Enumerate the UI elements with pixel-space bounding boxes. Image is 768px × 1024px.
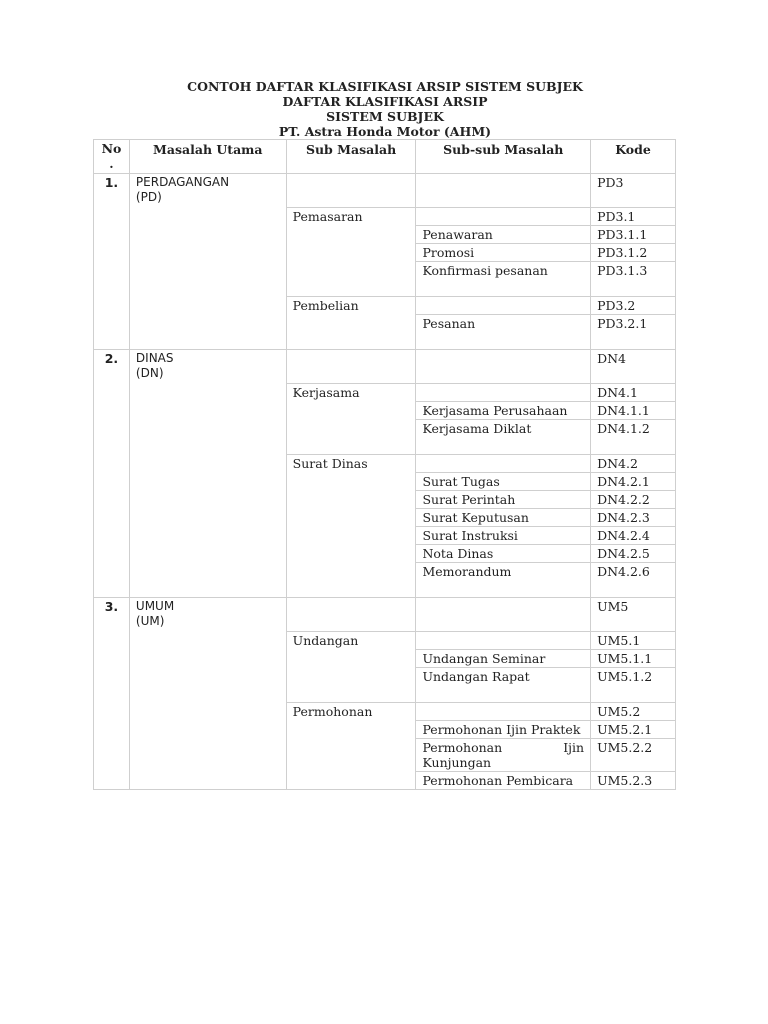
kode-cell: DN4.1 [591, 384, 676, 402]
kode-cell: UM5.2.2 [591, 739, 676, 772]
sub-sub-masalah-cell: Surat Perintah [416, 491, 591, 509]
sub-masalah-cell [286, 350, 416, 384]
column-header-no [94, 140, 130, 174]
kode-cell: UM5.2 [591, 703, 676, 721]
sub-sub-masalah-cell: Penawaran [416, 226, 591, 244]
masalah-name: PERDAGANGAN [135, 175, 230, 189]
classification-table [93, 139, 676, 790]
sub-sub-masalah-cell [416, 384, 591, 402]
sub-sub-masalah-cell [416, 632, 591, 650]
table-row [94, 174, 676, 208]
sub-sub-masalah-cell [416, 350, 591, 384]
group-number: 1. [94, 174, 130, 350]
kode-cell: DN4.2.4 [591, 527, 676, 545]
table-header-row [94, 140, 676, 174]
table-row [94, 598, 676, 632]
kode-cell: UM5.1.1 [591, 650, 676, 668]
sub-masalah-cell [286, 174, 416, 208]
kode-cell: UM5.2.1 [591, 721, 676, 739]
sub-sub-masalah-cell: Nota Dinas [416, 545, 591, 563]
kode-cell: UM5.1 [591, 632, 676, 650]
sub-sub-masalah-cell: Pesanan [416, 315, 591, 350]
group-masalah-utama [129, 350, 286, 598]
sub-masalah-cell: Surat Dinas [286, 455, 416, 598]
kode-cell: PD3 [591, 174, 676, 208]
sub-sub-masalah-cell: Undangan Rapat [416, 668, 591, 703]
column-header-sub-sub-masalah: Sub-sub Masalah [416, 140, 591, 174]
sub-sub-masalah-cell [416, 455, 591, 473]
group-masalah-utama [129, 598, 286, 790]
sub-masalah-cell [286, 598, 416, 632]
sub-sub-masalah-cell: Surat Keputusan [416, 509, 591, 527]
kode-cell: PD3.2.1 [591, 315, 676, 350]
kode-cell: DN4.2 [591, 455, 676, 473]
masalah-abbreviation: (DN) [135, 366, 164, 380]
kode-cell: DN4.2.6 [591, 563, 676, 598]
kode-cell: PD3.1.1 [591, 226, 676, 244]
group-number: 3. [94, 598, 130, 790]
sub-sub-masalah-cell [416, 703, 591, 721]
kode-cell: DN4.2.2 [591, 491, 676, 509]
kode-cell: PD3.1.3 [591, 262, 676, 297]
table-body [94, 174, 676, 790]
sub-masalah-cell: Undangan [286, 632, 416, 703]
sub-sub-masalah-cell: Permohonan Ijin Kunjungan [416, 739, 591, 772]
sub-masalah-cell: Kerjasama [286, 384, 416, 455]
sub-sub-masalah-cell: Kerjasama Perusahaan [416, 402, 591, 420]
sub-sub-masalah-cell: Kerjasama Diklat [416, 420, 591, 455]
sub-masalah-cell: Permohonan [286, 703, 416, 790]
sub-sub-masalah-cell [416, 297, 591, 315]
kode-cell: PD3.2 [591, 297, 676, 315]
masalah-name: UMUM [135, 599, 175, 613]
kode-cell: PD3.1.2 [591, 244, 676, 262]
sub-sub-masalah-cell: Permohonan Pembicara [416, 772, 591, 790]
kode-cell: DN4.2.3 [591, 509, 676, 527]
kode-cell: DN4.2.5 [591, 545, 676, 563]
column-header-sub-masalah: Sub Masalah [286, 140, 416, 174]
header-no-label: No . [101, 141, 122, 171]
kode-cell: DN4.1.2 [591, 420, 676, 455]
kode-cell: UM5.2.3 [591, 772, 676, 790]
sub-sub-masalah-cell [416, 174, 591, 208]
masalah-abbreviation: (UM) [135, 614, 165, 628]
kode-cell: UM5.1.2 [591, 668, 676, 703]
group-masalah-utama [129, 174, 286, 350]
sub-masalah-cell: Pembelian [286, 297, 416, 350]
sub-sub-masalah-cell: Promosi [416, 244, 591, 262]
sub-sub-masalah-cell: Memorandum [416, 563, 591, 598]
column-header-kode: Kode [591, 140, 676, 174]
document-system: SISTEM SUBJEK [326, 109, 444, 124]
column-header-masalah-utama: Masalah Utama [129, 140, 286, 174]
sub-sub-masalah-cell: Surat Tugas [416, 473, 591, 491]
table-row [94, 350, 676, 384]
masalah-abbreviation: (PD) [135, 190, 162, 204]
kode-cell: DN4.2.1 [591, 473, 676, 491]
document-company: PT. Astra Honda Motor (AHM) [278, 124, 492, 139]
sub-sub-masalah-cell [416, 598, 591, 632]
document-title: CONTOH DAFTAR KLASIFIKASI ARSIP SISTEM SUBJEK [187, 79, 583, 94]
sub-sub-masalah-cell [416, 208, 591, 226]
kode-cell: DN4.1.1 [591, 402, 676, 420]
document-subtitle: DAFTAR KLASIFIKASI ARSIP [282, 94, 488, 109]
group-number: 2. [94, 350, 130, 598]
sub-masalah-cell: Pemasaran [286, 208, 416, 297]
sub-sub-masalah-cell: Undangan Seminar [416, 650, 591, 668]
kode-cell: PD3.1 [591, 208, 676, 226]
sub-sub-masalah-cell: Surat Instruksi [416, 527, 591, 545]
sub-sub-masalah-cell: Permohonan Ijin Praktek [416, 721, 591, 739]
masalah-name: DINAS [135, 351, 174, 365]
kode-cell: UM5 [591, 598, 676, 632]
sub-sub-masalah-cell: Konfirmasi pesanan [416, 262, 591, 297]
kode-cell: DN4 [591, 350, 676, 384]
